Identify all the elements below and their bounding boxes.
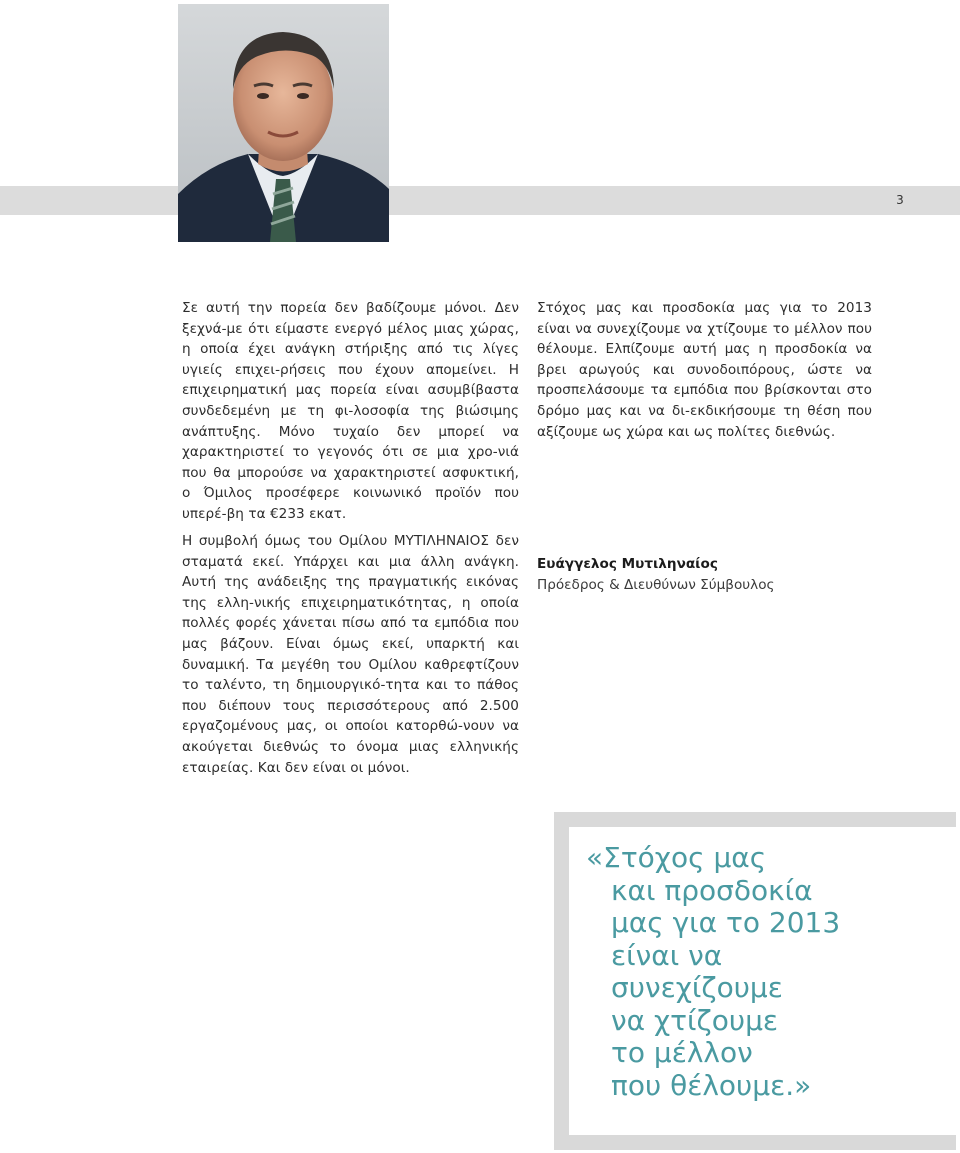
paragraph-text: Η συμβολή όμως του Ομίλου ΜΥΤΙΛΗΝΑΙΟΣ δεν σταματά εκεί. Υπάρχει και μια άλλη ανάγκη. Αυτή της ανάδειξης της πραγματικής εικόνας της ελλη-νικής επιχειρηματικότητας, η οποία πολλές φορές χάνεται πίσω από τα εμπόδια που μας βάζουν. Είναι όμως εκεί, υπαρκτή και δυναμική. Τα μεγέθη του Ομίλου καθρεφτίζουν το ταλέντο, τη δημιουργικό-τητα και το πάθος που διέπουν τους περισσότερους από 2.500 εργαζομένους μας, οι οποίοι κατορθώ-νουν να ακούγεται διεθνώς το όνομα μιας ελληνικής εταιρείας. Και δεν είναι οι μόνοι. [182,533,519,776]
quote-line: και προσδοκία [611,873,813,907]
quote-line: είναι να [611,938,723,972]
paragraph-text: Σε αυτή την πορεία δεν βαδίζουμε μόνοι. Δεν ξεχνά-με ότι είμαστε ενεργό μέλος μιας χώρας, η οποία έχει ανάγκη στήριξης από τις λίγες υγιείς επιχει-ρήσεις που έχουν απομείνει. Η επιχειρηματική μας πορεία είναι ασυμβίβαστα συνδεδεμένη με τη φι-λοσοφία της βιώσιμης ανάπτυξης. Μόνο τυχαίο δεν μπορεί να χαρακτηριστεί το γεγονός ότι σε μια χρο-νιά που θα μπορούσε να χαρακτηριστεί ασφυκτική, ο Όμιλος προσέφερε κοινωνικό προϊόν που υπερέ-βη τα €233 εκατ. [182,300,519,522]
signatory-role: Πρόεδρος & Διευθύνων Σύμβουλος [537,577,775,593]
quote-line: να χτίζουμε [611,1003,779,1037]
quote-line: το μέλλον [611,1036,753,1069]
header-band [0,186,960,215]
right-column-paragraph-1 [537,298,872,442]
quote-line: μας για το 2013 [611,906,841,939]
left-column-paragraph-2 [182,531,519,778]
left-column-paragraph-1 [182,298,519,525]
portrait-photo [178,4,389,242]
signatory-name: Ευάγγελος Μυτιληναίος [537,556,718,572]
page-number: 3 [896,193,904,207]
quote-line: συνεχίζουμε [611,971,783,1004]
quote-line: «Στόχος μας [586,841,767,874]
pull-quote [586,842,916,1102]
quote-line: που θέλουμε.» [611,1068,812,1102]
signature-block [537,554,867,596]
paragraph-text: Στόχος μας και προσδοκία μας για το 2013 είναι να συνεχίζουμε να χτίζουμε το μέλλον που θέλουμε. Ελπίζουμε αυτή μας η προσδοκία να βρει αρωγούς και συνοδοιπόρους, ώστε να προσπελάσουμε τα εμπόδια που βρίσκονται στο δρόμο μας και να δι-εκδικήσουμε τη θέση που αξίζουμε ως χώρα και ως πολίτες διεθνώς. [537,300,872,440]
